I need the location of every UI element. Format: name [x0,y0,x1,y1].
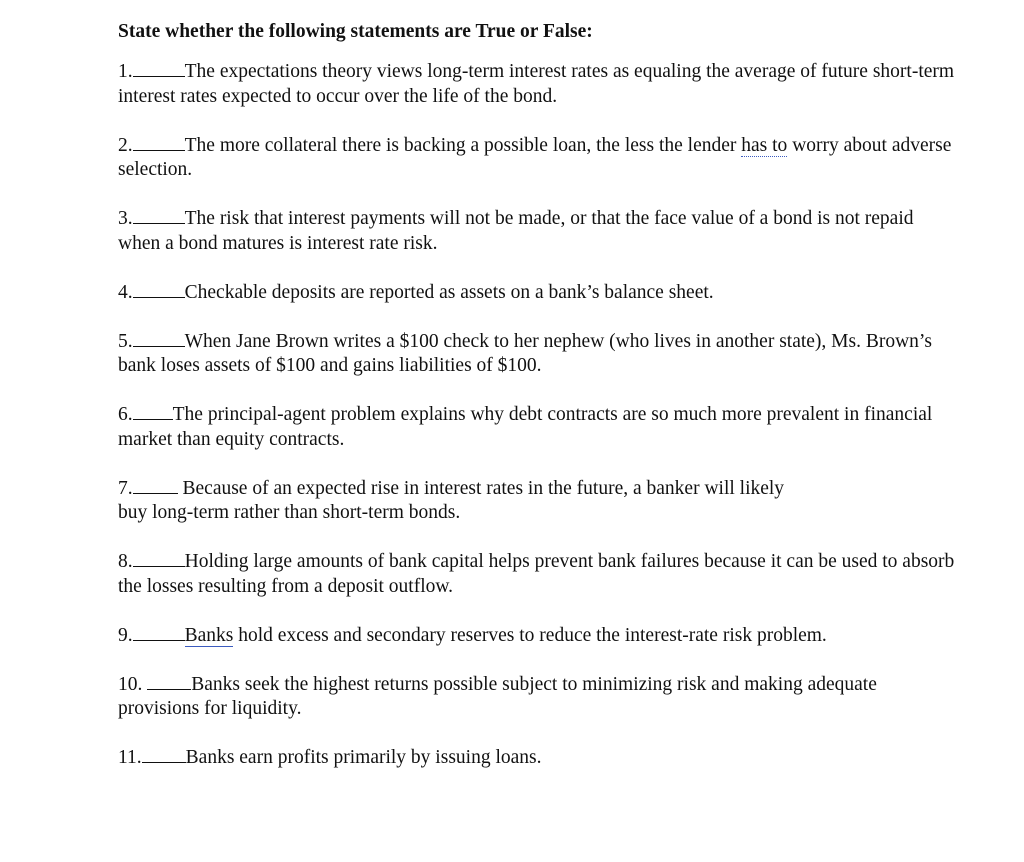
question-number: 7. [118,477,133,499]
question-number: 3. [118,208,133,229]
question-number: 2. [118,134,133,156]
answer-blank[interactable] [133,75,185,77]
question-10 [118,673,958,722]
question-3 [118,207,958,256]
question-number: 4. [118,281,133,303]
question-4 [118,281,958,306]
answer-blank[interactable] [133,639,185,641]
answer-blank[interactable] [133,345,185,347]
question-number: 8. [118,551,133,572]
question-text: When Jane Brown writes a $100 check to her nephew (who lives in another state), Ms. Brown’s bank loses assets of $100 and gains liabilities of $100. [118,330,932,376]
question-1 [118,60,958,109]
question-11 [118,746,958,771]
answer-blank[interactable] [133,418,173,420]
question-7 [118,477,958,526]
question-text: The risk that interest payments will not be made, or that the face value of a bond is not repaid when a bond matures is interest rate risk. [118,208,914,254]
question-number: 1. [118,61,133,82]
question-text: hold excess and secondary reserves to reduce the interest-rate risk problem. [233,624,827,646]
document-page [118,18,958,795]
question-text-line2: buy long-term rather than short-term bonds. [118,502,461,523]
page-title: State whether the following statements are True or False: [118,21,593,42]
question-9 [118,624,958,649]
question-text-continued: worry about adverse selection. [118,134,952,180]
question-text: The more collateral there is backing a possible loan, the less the lender [184,134,742,156]
answer-blank[interactable] [133,222,185,224]
question-text: Banks seek the highest returns possible subject to minimizing risk and making adequate provisions for liquidity. [118,673,877,719]
answer-blank[interactable] [133,149,185,151]
question-5 [118,330,958,379]
question-2 [118,134,958,183]
question-number: 10. [118,673,148,695]
question-text: Banks earn profits primarily by issuing loans. [185,747,542,768]
question-text: The principal-agent problem explains why debt contracts are so much more prevalent in financial market than equity contracts. [118,404,933,450]
question-text: Checkable deposits are reported as assets on a bank’s balance sheet. [184,281,714,303]
question-text: The expectations theory views long-term interest rates as equaling the average of future short-term interest rates expected to occur over the life of the bond. [118,61,955,107]
grammar-flagged-text: Banks [184,624,234,646]
answer-blank[interactable] [133,296,185,298]
grammar-flagged-text: has to [741,134,788,156]
question-text: Holding large amounts of bank capital helps prevent bank failures because it can be used to absorb the losses resulting from a deposit outflow. [118,551,955,597]
answer-blank[interactable] [133,492,178,494]
answer-blank[interactable] [147,688,191,690]
answer-blank[interactable] [133,565,185,567]
question-text: Because of an expected rise in interest rates in the future, a banker will likely [177,477,785,499]
question-8 [118,550,958,599]
question-number: 6. [118,404,133,425]
question-number: 5. [118,330,133,352]
question-6 [118,403,958,452]
question-number: 11. [118,747,142,768]
question-number: 9. [118,624,133,646]
answer-blank[interactable] [142,761,186,763]
